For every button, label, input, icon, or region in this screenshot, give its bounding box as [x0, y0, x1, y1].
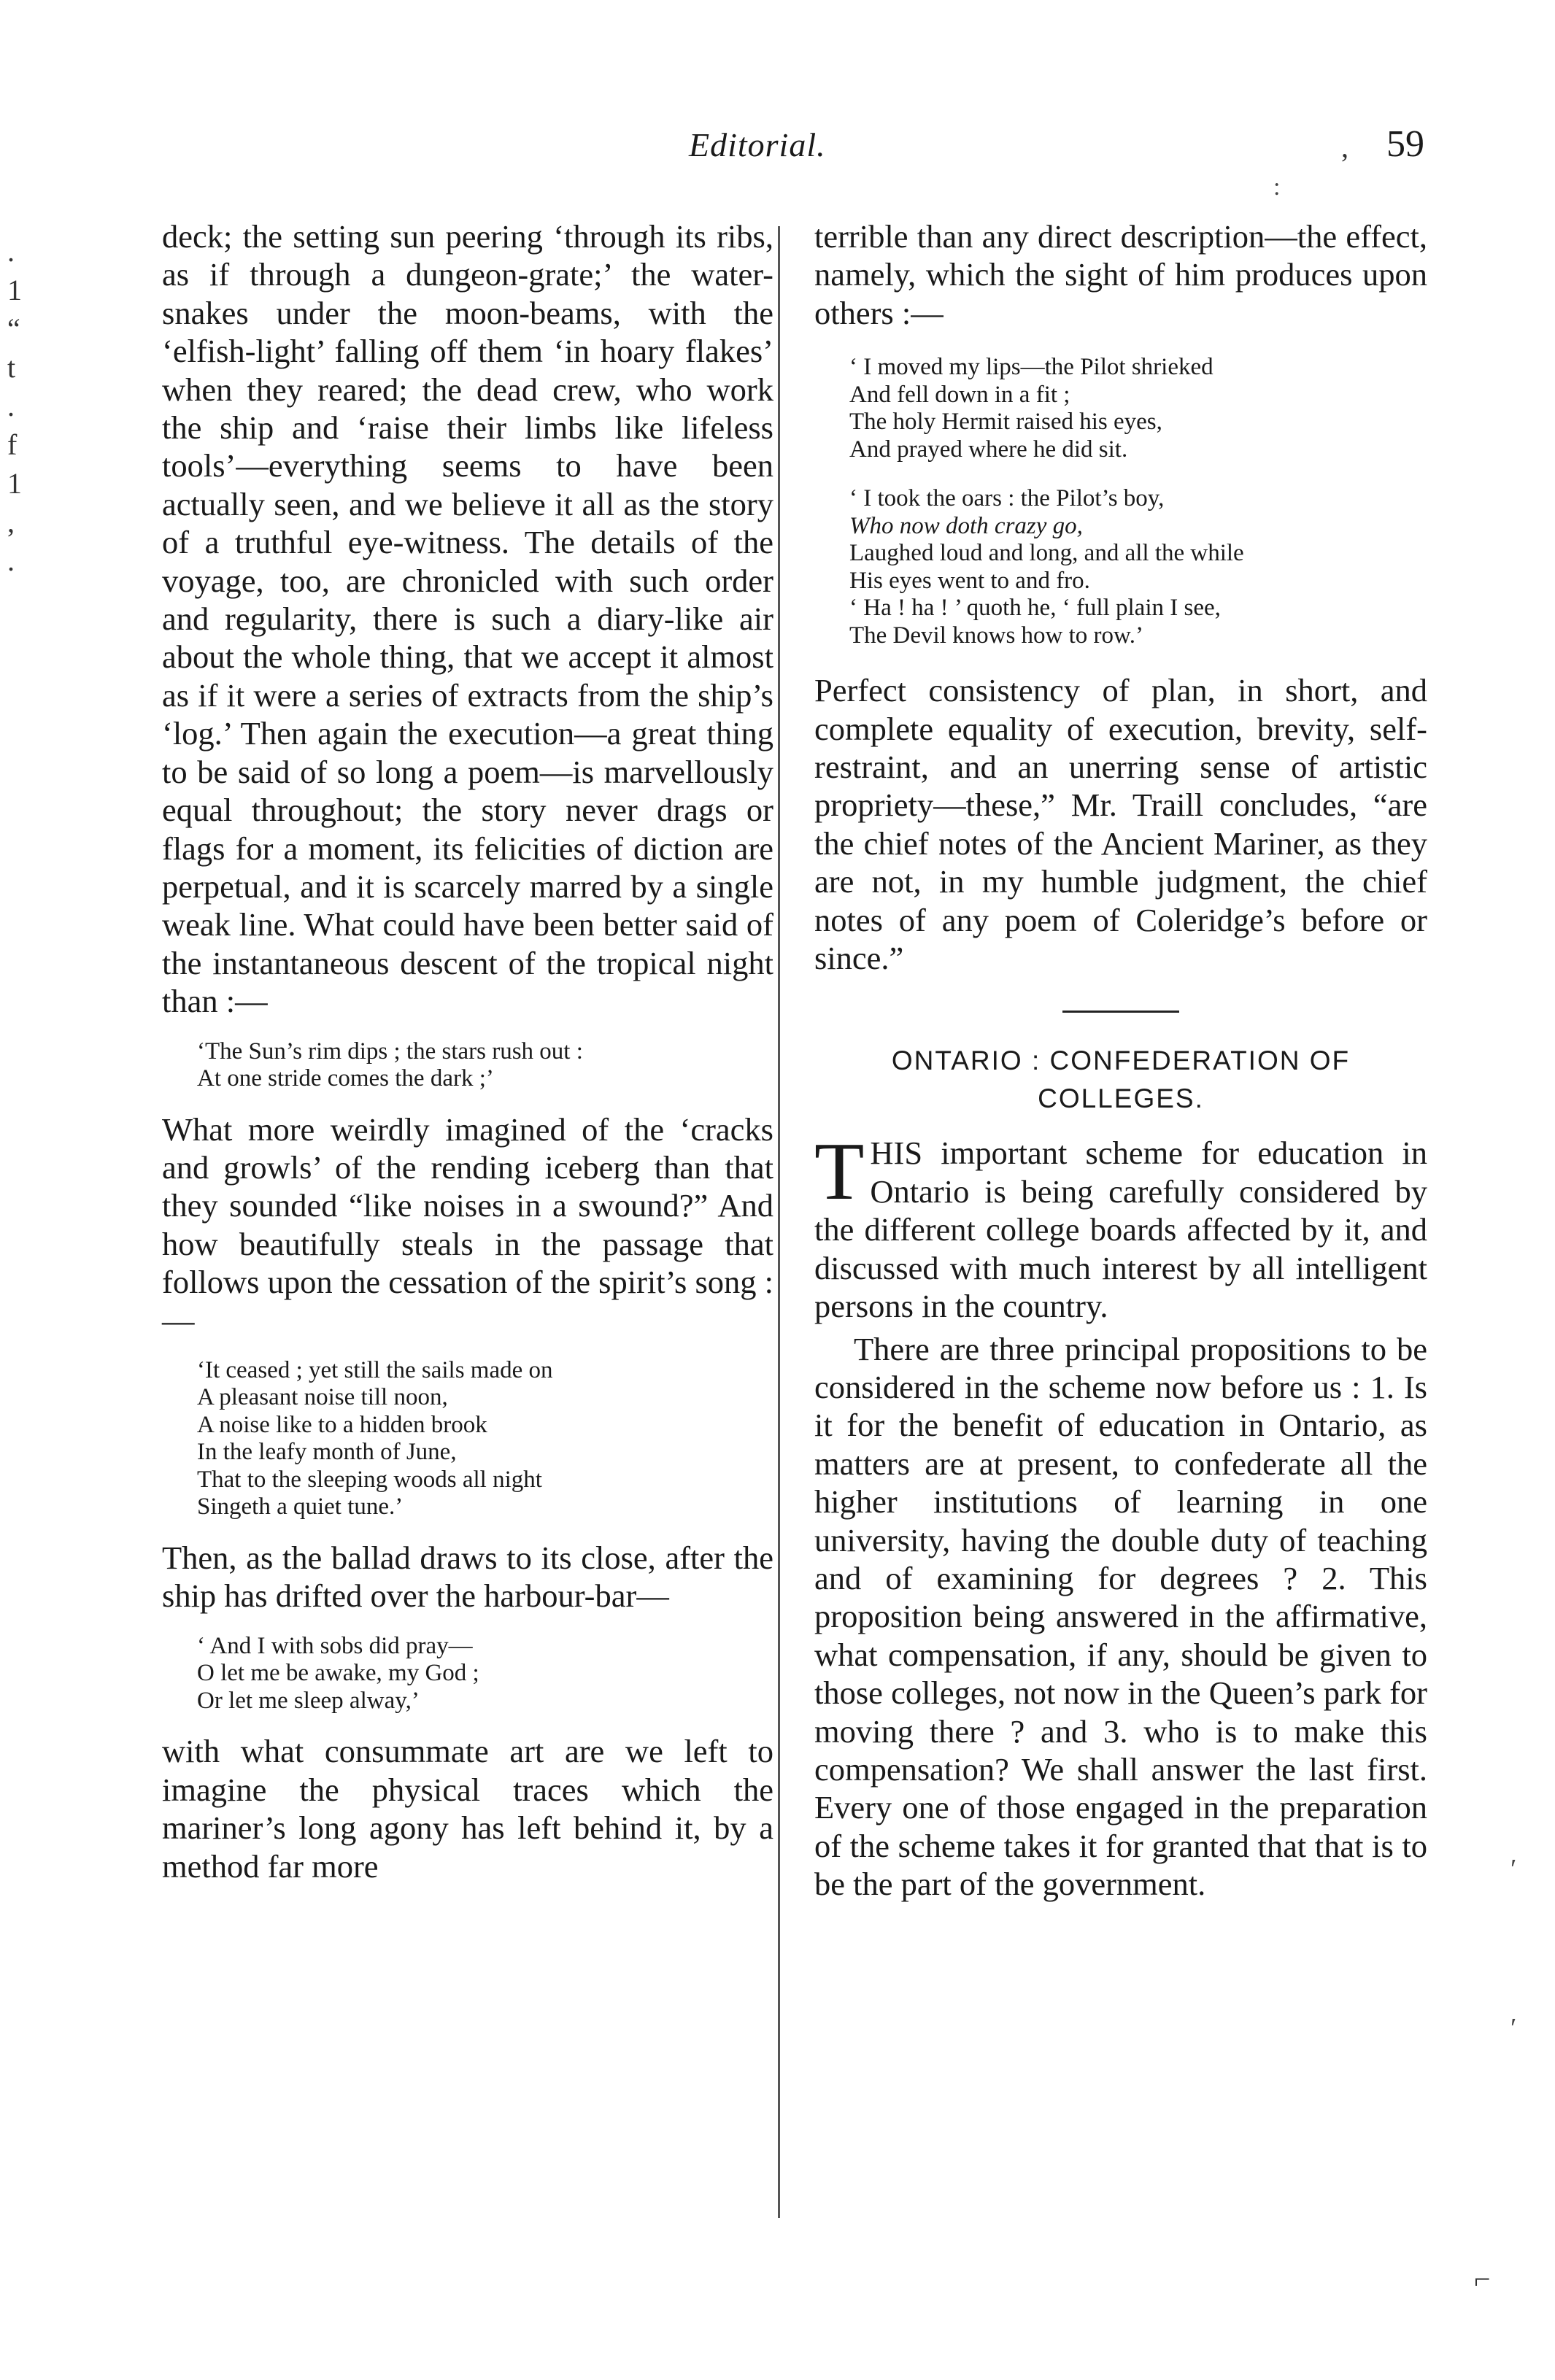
paragraph: with what consummate art are we left to imagine the physical traces which the mariner’s long agony has left behind it, by a method far more	[162, 1733, 773, 1885]
column-divider	[778, 226, 780, 2218]
verse-line: That to the sleeping woods all night	[197, 1466, 542, 1493]
verse-line: In the leafy month of June,	[197, 1439, 457, 1466]
verse-line: The holy Hermit raised his eyes,	[849, 409, 1162, 436]
verse-line: Who now doth crazy go,	[849, 512, 1083, 539]
verse-quote	[849, 354, 1427, 463]
left-column	[162, 217, 773, 1885]
verse-line: A pleasant noise till noon,	[197, 1384, 448, 1411]
dropcap-paragraph	[814, 1127, 1427, 1325]
comma-mark: ,	[1341, 131, 1348, 163]
verse-quote	[197, 1357, 773, 1521]
verse-line: ‘ Ha ! ha ! ’ quoth he, ‘ full plain I see,	[849, 595, 1221, 622]
margin-mark: .	[7, 544, 15, 577]
paragraph: What more weirdly imagined of the ‘cracks and growls’ of the rending iceberg than that they sounded “like noises in a swound?” And how beautifully steals in the passage that follows upon the cessation of the spirit’s song :—	[162, 1110, 774, 1339]
paragraph-text: HIS important scheme for education in Ontario is being carefully considered by the different college boards affected by it, and discussed with much interest by all intelligent persons in the country.	[814, 1135, 1427, 1325]
verse-line: Laughed loud and long, and all the while	[849, 540, 1244, 567]
page-header-title: Editorial.	[689, 126, 826, 163]
verse-line: ‘ I took the oars : the Pilot’s boy,	[849, 485, 1165, 512]
margin-mark: “	[7, 312, 20, 345]
verse-line: And prayed where he did sit.	[849, 436, 1128, 463]
verse-quote	[197, 1038, 773, 1093]
left-margin-marks	[7, 232, 36, 580]
right-column	[814, 217, 1427, 1904]
section-heading	[814, 1042, 1427, 1118]
verse-quote	[197, 1633, 773, 1715]
page-number: 59	[1386, 123, 1424, 165]
heading-line: ONTARIO : CONFEDERATION OF	[891, 1046, 1351, 1076]
margin-mark: t	[7, 351, 16, 384]
margin-mark: .	[7, 390, 15, 422]
margin-mark: 1	[7, 274, 22, 306]
right-margin-mark: ʹ	[1510, 2013, 1517, 2044]
corner-mark: ⌐	[1474, 2263, 1491, 2295]
paragraph: There are three principal propositions to be considered in the scheme now before us : 1. Is it for the benefit of education in Ontario, as matters are at present, to confederate all the higher institutions of learning in one university, having the double duty of teaching and of examining for degrees ? 2. This proposition being answered in the affirmative, what compensation, if any, should be given to those colleges, not now in the Queen’s park for moving there ? and 3. who is to make this compensation? We shall answer the last first. Every one of those engaged in the preparation of the scheme takes it for granted that that is to be the part of the government.	[814, 1330, 1427, 1903]
colon-mark: :	[1273, 174, 1281, 201]
verse-line: The Devil knows how to row.’	[849, 622, 1143, 649]
verse-quote	[849, 485, 1427, 649]
verse-line: Singeth a quiet tune.’	[197, 1494, 404, 1521]
verse-line: ‘ I moved my lips—the Pilot shrieked	[849, 354, 1213, 381]
paragraph: deck; the setting sun peering ‘through its ribs, as if through a dungeon-grate;’ the water-snakes under the moon-beams, with the ‘elfish-light’ falling off them ‘in hoary flakes’ when they reared; the dead crew, who work the ship and ‘raise their limbs like lifeless tools’—everything seems to have been actually seen, and we believe it all as the story of a truthful eye-witness. The details of the voyage, too, are chronicled with such order and regularity, there is such a diary-like air about the whole thing, that we accept it almost as if it were a series of extracts from the ship’s ‘log.’ Then again the execution—a great thing to be said of so long a poem—is marvellously equal throughout; the story never drags or flags for a moment, its felicities of diction are perpetual, and it is scarcely marred by a single weak line. What could have been better said of the instantaneous descent of the tropical night than :—	[162, 218, 773, 1020]
margin-mark: 1	[7, 467, 22, 500]
verse-line: Or let me sleep alway,’	[197, 1687, 420, 1714]
paragraph: terrible than any direct description—the effect, namely, which the sight of him produces upon others :—	[814, 218, 1427, 331]
verse-line: A noise like to a hidden brook	[197, 1411, 487, 1438]
verse-line: And fell down in a fit ;	[849, 381, 1070, 408]
right-margin-mark: ʹ	[1510, 1854, 1517, 1885]
section-divider	[1062, 1011, 1179, 1013]
drop-cap: T	[814, 1127, 865, 1218]
verse-line: His eyes went to and fro.	[849, 567, 1090, 594]
verse-line: ‘The Sun’s rim dips ; the stars rush out :	[197, 1038, 583, 1065]
heading-line: COLLEGES.	[1038, 1083, 1204, 1114]
verse-line: ‘ And I with sobs did pray—	[197, 1632, 473, 1659]
margin-mark: ,	[7, 506, 15, 538]
paragraph: Perfect consistency of plan, in short, and complete equality of execution, brevity, self-restraint, and an unerring sense of artistic propriety—these,” Mr. Traill concludes, “are the chief notes of the Ancient Mariner, as they are not, in my humble judgment, the chief notes of any poem of Coleridge’s before or since.”	[814, 672, 1427, 977]
margin-mark: f	[7, 428, 18, 461]
verse-line: O let me be awake, my God ;	[197, 1660, 479, 1687]
verse-line: At one stride comes the dark ;’	[197, 1065, 494, 1092]
paragraph: Then, as the ballad draws to its close, after the ship has drifted over the harbour-bar—	[162, 1539, 773, 1615]
margin-mark: .	[7, 235, 15, 268]
verse-line: ‘It ceased ; yet still the sails made on	[197, 1356, 553, 1383]
